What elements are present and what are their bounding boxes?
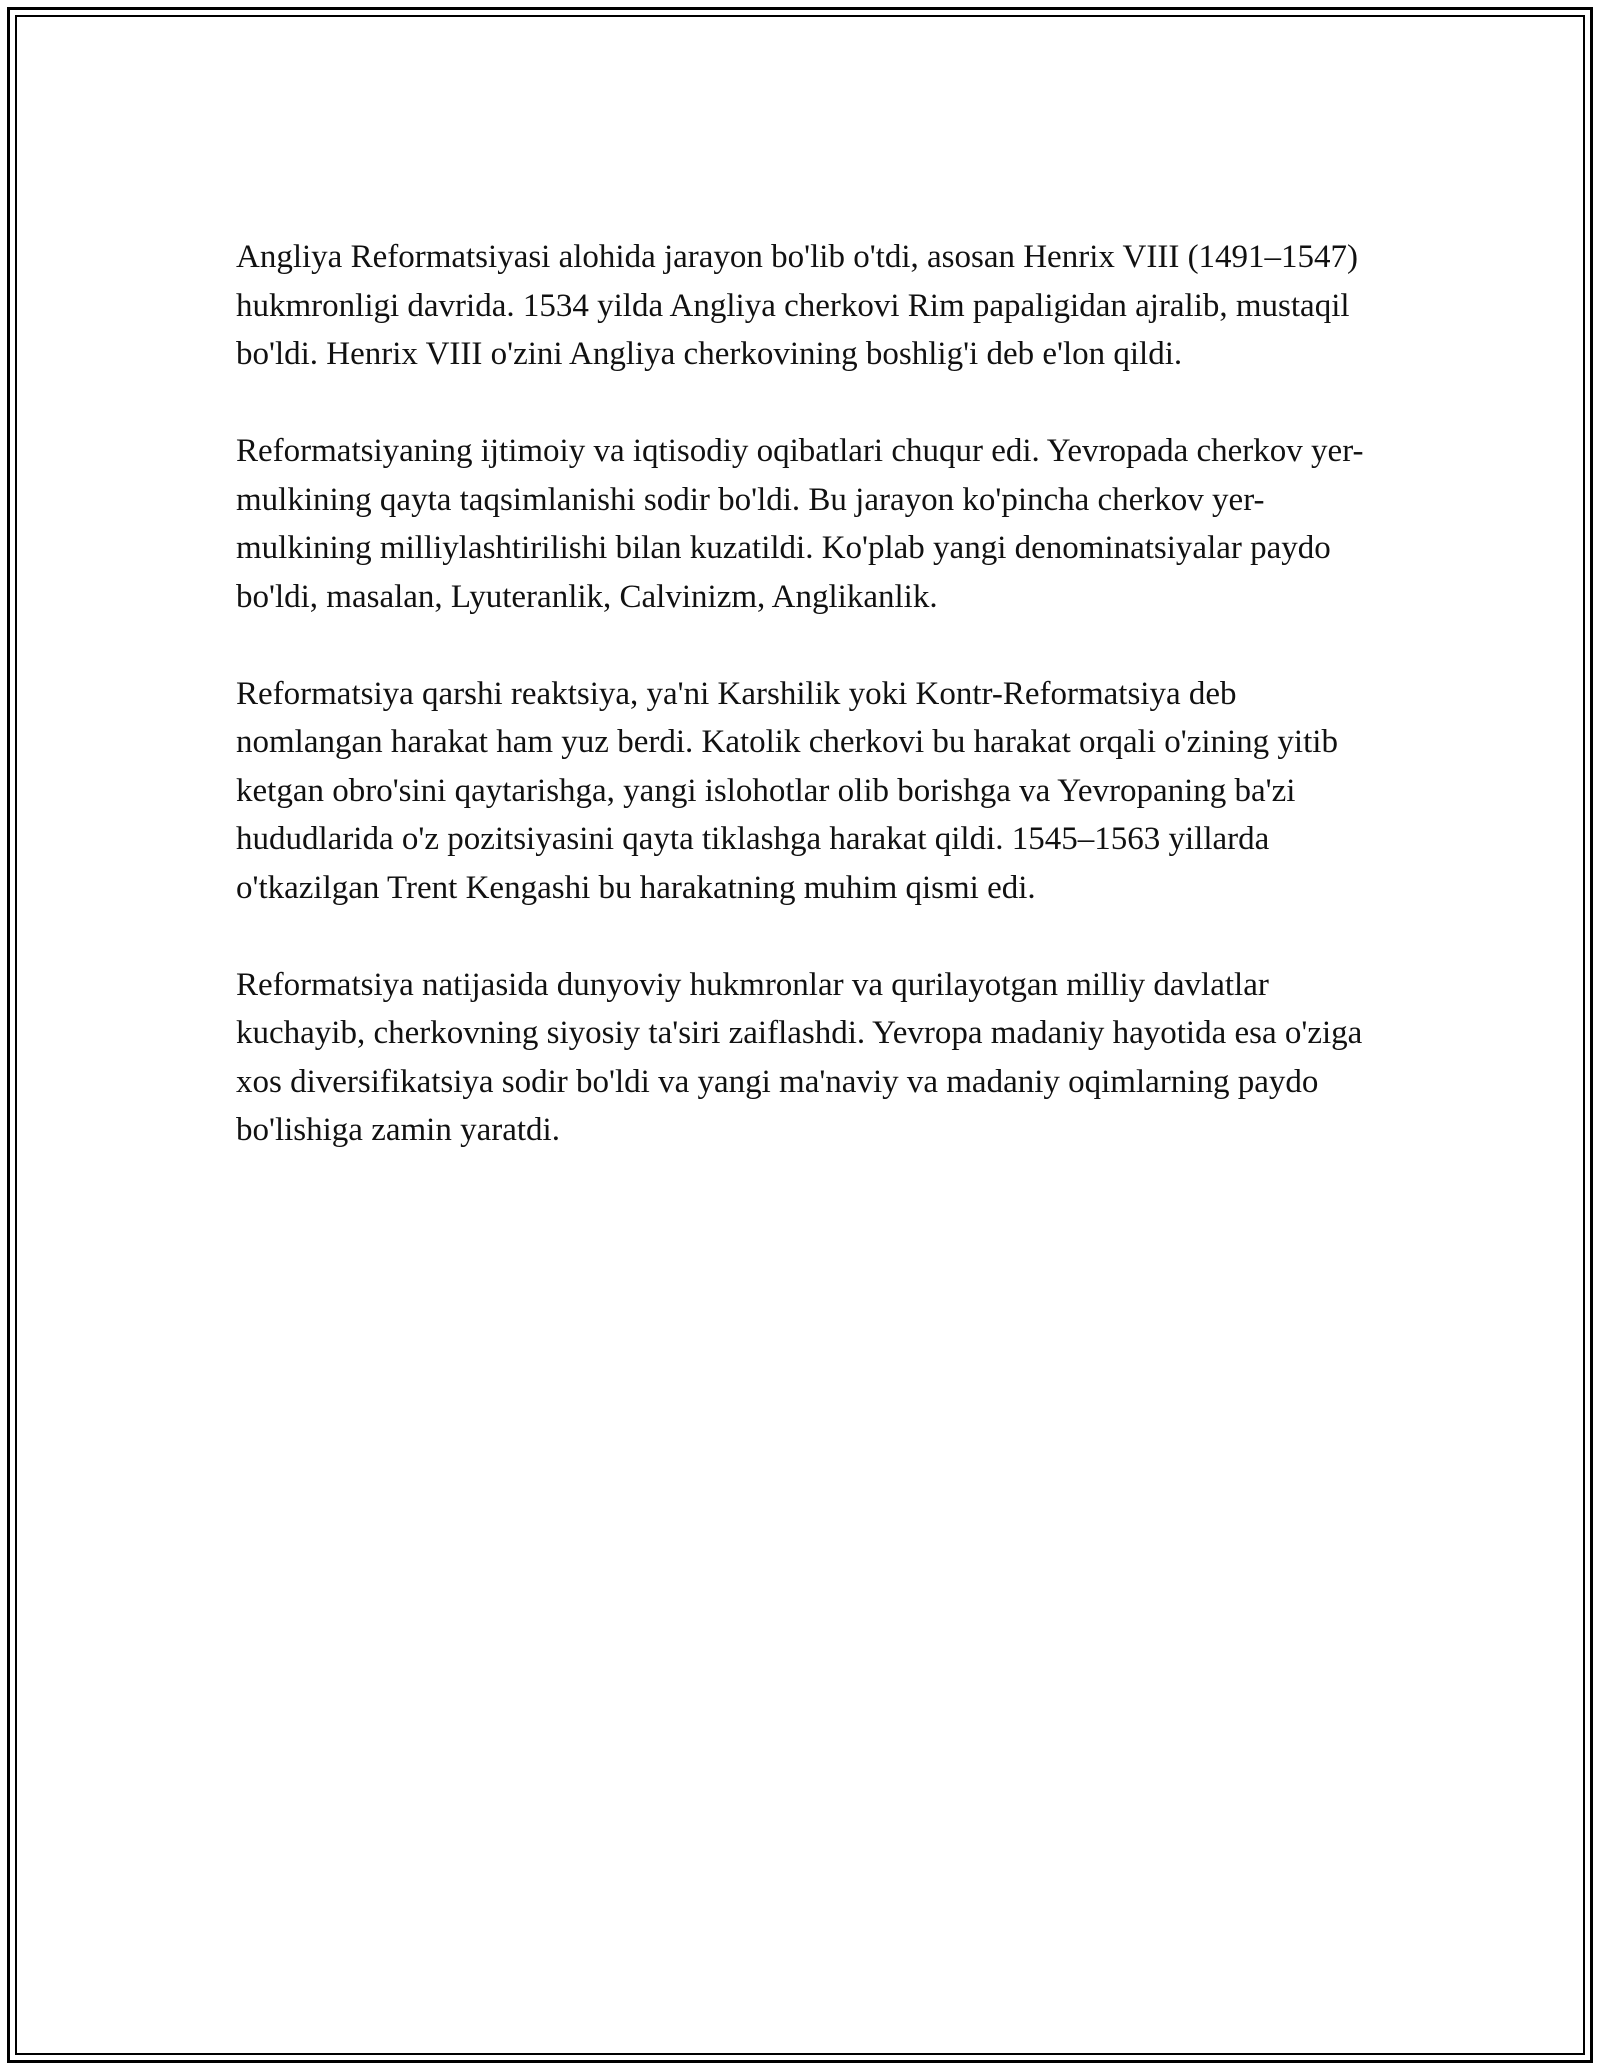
document-body [236, 233, 1376, 1155]
paragraph-social-economic-consequences: Reformatsiyaning ijtimoiy va iqtisodiy oqibatlari chuqur edi. Yevropada cherkov yer-mulkining qayta taqsimlanishi sodir bo'ldi. Bu jarayon ko'pincha cherkov yer-mulkining milliylashtirilishi bilan kuzatildi. Ko'plab yangi denominatsiyalar paydo bo'ldi, masalan, Lyuteranlik, Calvinizm, Anglikanlik. [236, 433, 1364, 615]
paragraph-english-reformation: Angliya Reformatsiyasi alohida jarayon bo'lib o'tdi, asosan Henrix VIII (1491–1547) hukmronligi davrida. 1534 yilda Angliya cherkovi Rim papaligidan ajralib, mustaqil bo'ldi. Henrix VIII o'zini Angliya cherkovining boshlig'i deb e'lon qildi. [236, 239, 1359, 372]
paragraph-results-of-reformation: Reformatsiya natijasida dunyoviy hukmronlar va qurilayotgan milliy davlatlar kuchayib, cherkovning siyosiy ta'siri zaiflashdi. Yevropa madaniy hayotida esa o'ziga xos diversifikatsiya sodir bo'ldi va yangi ma'naviy va madaniy oqimlarning paydo bo'lishiga zamin yaratdi. [236, 966, 1363, 1148]
paragraph-counter-reformation: Reformatsiya qarshi reaktsiya, ya'ni Karshilik yoki Kontr-Reformatsiya deb nomlangan harakat ham yuz berdi. Katolik cherkovi bu harakat orqali o'zining yitib ketgan obro'sini qaytarishga, yangi islohotlar olib borishga va Yevropaning ba'zi hududlarida o'z pozitsiyasini qayta tiklashga harakat qildi. 1545–1563 yillarda o'tkazilgan Trent Kengashi bu harakatning muhim qismi edi. [236, 675, 1338, 906]
